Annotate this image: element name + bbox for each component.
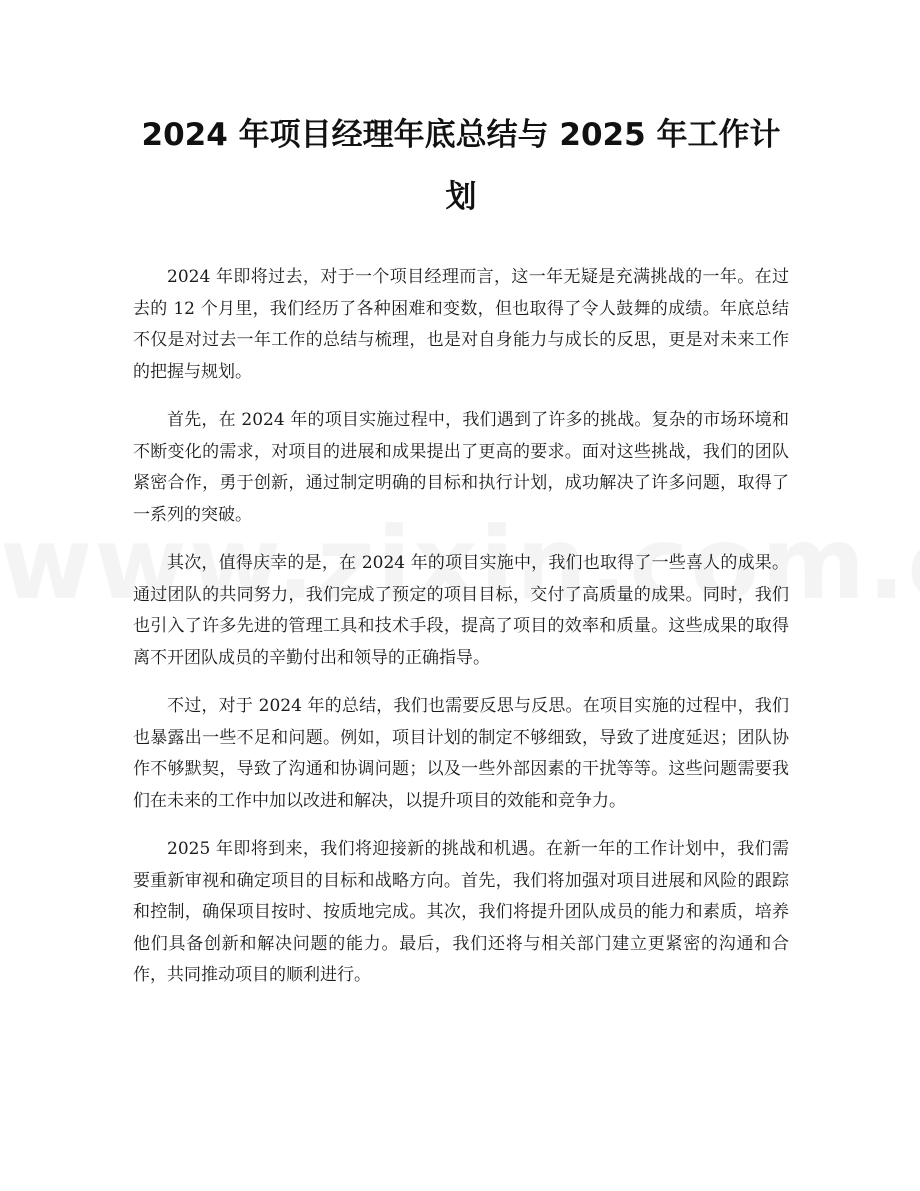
paragraph-5: 2025 年即将到来，我们将迎接新的挑战和机遇。在新一年的工作计划中，我们需要重新审视和确定项目的目标和战略方向。首先，我们将加强对项目进展和风险的跟踪和控制，确保项目按时、按质地完成。其次，我们将提升团队成员的能力和素质，培养他们具备创新和解决问题的能力。最后，我们还将与相关部门建立更紧密的沟通和合作，共同推动项目的顺利进行。: [133, 839, 789, 985]
document-title: 2024 年项目经理年底总结与 2025 年工作计划: [141, 117, 781, 215]
document-body: [133, 262, 789, 992]
paragraph-1: 2024 年即将过去，对于一个项目经理而言，这一年无疑是充满挑战的一年。在过去的 12 个月里，我们经历了各种困难和变数，但也取得了令人鼓舞的成绩。年底总结不仅是对过去一年工作的总结与梳理，也是对自身能力与成长的反思，更是对未来工作的把握与规划。: [133, 267, 789, 382]
paragraph-4: 不过，对于 2024 年的总结，我们也需要反思与反思。在项目实施的过程中，我们也暴露出一些不足和问题。例如，项目计划的制定不够细致，导致了进度延迟；团队协作不够默契，导致了沟通和协调问题；以及一些外部因素的干扰等等。这些问题需要我们在未来的工作中加以改进和解决，以提升项目的效能和竞争力。: [133, 696, 789, 811]
paragraph-3: 其次，值得庆幸的是，在 2024 年的项目实施中，我们也取得了一些喜人的成果。通过团队的共同努力，我们完成了预定的项目目标，交付了高质量的成果。同时，我们也引入了许多先进的管理工具和技术手段，提高了项目的效率和质量。这些成果的取得离不开团队成员的辛勤付出和领导的正确指导。: [133, 553, 789, 668]
paragraph-2: 首先，在 2024 年的项目实施过程中，我们遇到了许多的挑战。复杂的市场环境和不断变化的需求，对项目的进展和成果提出了更高的要求。面对这些挑战，我们的团队紧密合作，勇于创新，通过制定明确的目标和执行计划，成功解决了许多问题，取得了一系列的突破。: [133, 410, 789, 525]
